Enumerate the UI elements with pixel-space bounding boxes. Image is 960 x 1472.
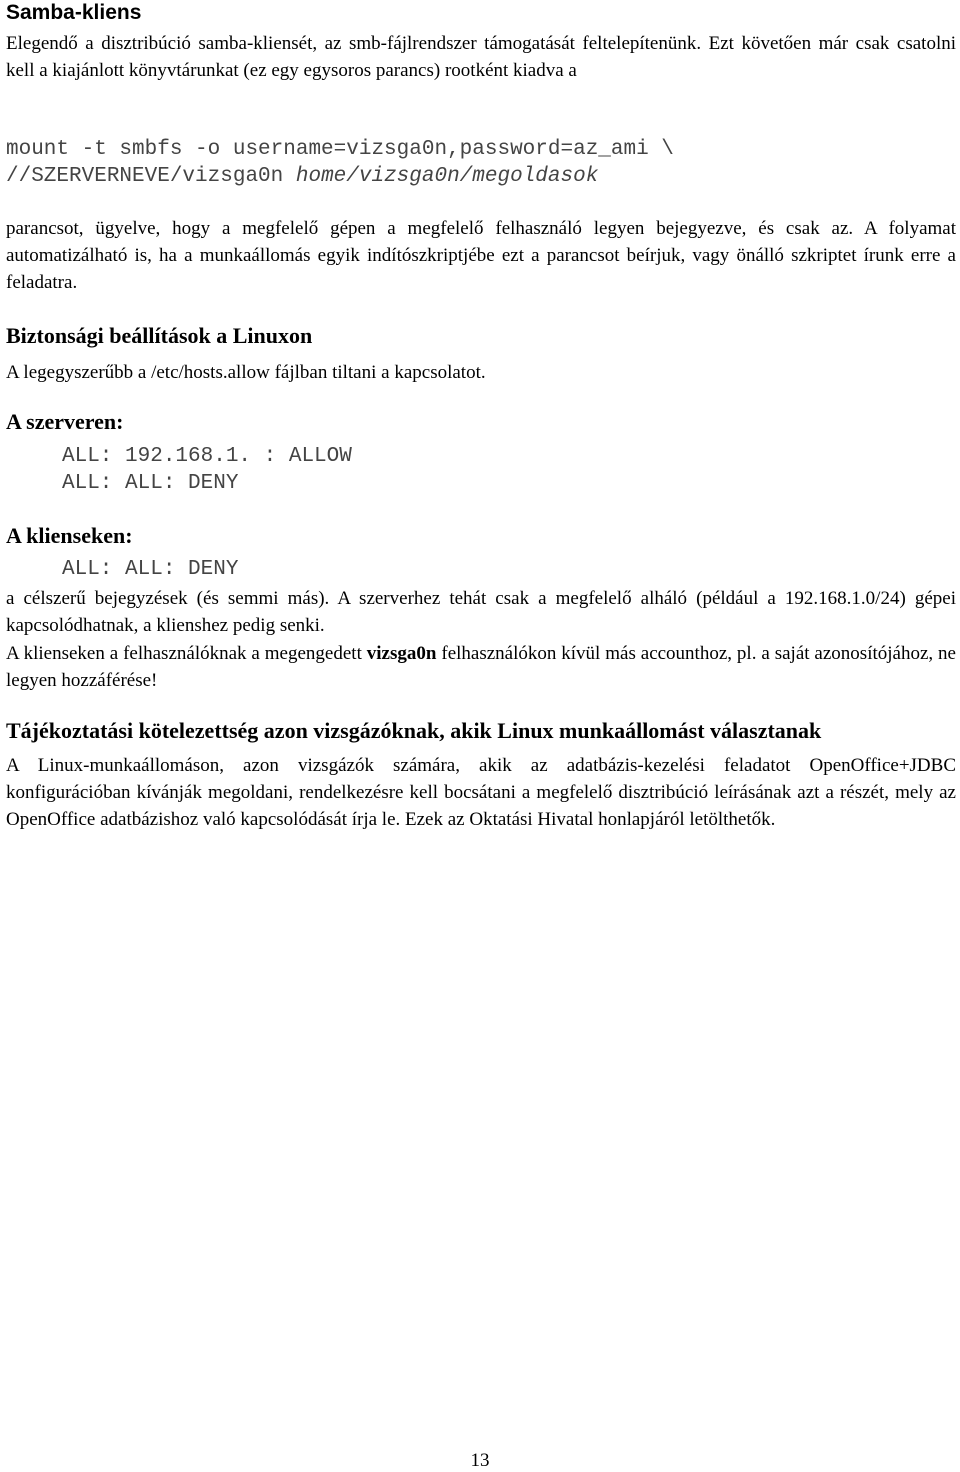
client-access-paragraph [6,640,956,694]
mount-command-line-1: mount -t smbfs -o username=vizsga0n,password=az_ami \ [6,138,674,161]
samba-instructions-paragraph: parancsot, ügyelve, hogy a megfelelő gépen a megfelelő felhasználó legyen bejegyezve, és csak az. A folyamat automatizálható is, ha a munkaállomás egyik indítószkriptjébe ezt a parancsot beírjuk, vagy önálló szkriptet írunk erre a feladatra. [6,218,956,293]
mount-command-line-2 [6,163,598,191]
mount-command-target: home/vizsga0n/megoldasok [295,165,599,188]
server-rule-allow: ALL: 192.168.1. : ALLOW [62,445,352,468]
information-duty-paragraph: A Linux-munkaállomáson, azon vizsgázók számára, akik az adatbázis-kezelési feladatot OpenOffice+JDBC konfigurációban kívánják megoldani, rendelkezésre kell bocsátani a megfelelő disztribúció leírásának azt a részét, mely az OpenOffice adatbázishoz való kapcsolódását írja le. Ezek az Oktatási Hivatal honlapjáról letölthetők. [6,755,956,830]
samba-intro-paragraph: Elegendő a disztribúció samba-kliensét, az smb-fájlrendszer támogatását feltelepítenünk. Ezt követően már csak csatolni kell a kiajánlott könyvtárunkat (ez egy egysoros parancs) rootként kiadva a [6,33,956,81]
security-intro-paragraph: A legegyszerűbb a /etc/hosts.allow fájlban tiltani a kapcsolatot. [6,362,486,383]
mount-command-share: //SZERVERNEVE/vizsga0n [6,165,296,188]
client-access-text-start: A klienseken a felhasználóknak a megengedett [6,643,367,664]
section-title-samba-kliens: Samba-kliens [6,1,142,24]
client-rule-deny: ALL: ALL: DENY [62,558,239,581]
client-access-username: vizsga0n [366,643,437,664]
page-number: 13 [470,1450,490,1471]
server-heading: A szerveren: [6,409,124,434]
section-title-security: Biztonsági beállítások a Linuxon [6,323,313,348]
section-title-information-duty: Tájékoztatási kötelezettség azon vizsgázóknak, akik Linux munkaállomást választanak [6,718,822,743]
clients-heading: A klienseken: [6,523,133,548]
client-access-text-end: felhasználókon kívül más accounthoz, pl. a saját azonosítójához, ne legyen hozzáférése! [6,643,956,691]
security-explanation-paragraph: a célszerű bejegyzések (és semmi más). A szerverhez tehát csak a megfelelő alháló (például a 192.168.1.0/24) gépei kapcsolódhatnak, a klienshez pedig senki. [6,588,956,636]
server-rule-deny: ALL: ALL: DENY [62,472,239,495]
